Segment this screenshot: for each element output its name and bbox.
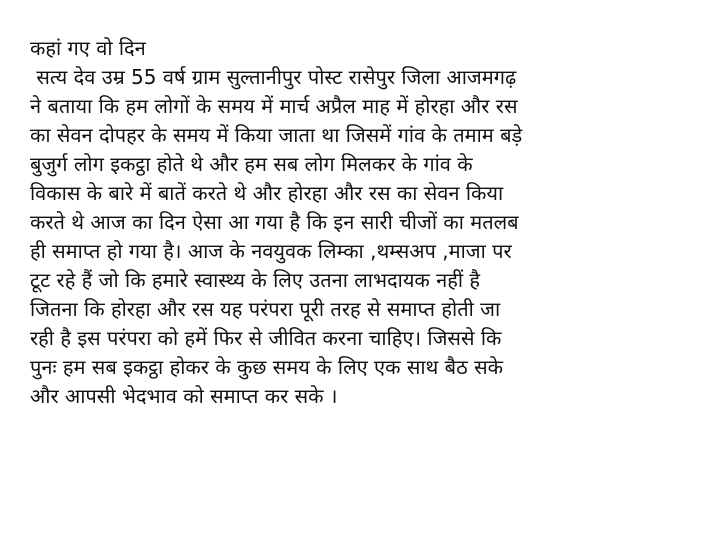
paragraph-line: ही समाप्त हो गया है। आज के नवयुवक लिम्का ,थम्सअप ,माजा पर xyxy=(30,239,512,263)
paragraph-line: करते थे आज का दिन ऐसा आ गया है कि इन सारी चीजों का मतलब xyxy=(30,210,519,234)
paragraph-line: बुजुर्ग लोग इकट्ठा होते थे और हम सब लोग मिलकर के गांव के xyxy=(30,152,473,176)
paragraph-line: और आपसी भेदभाव को समाप्त कर सके । xyxy=(30,384,338,408)
paragraph-line: ने बताया कि हम लोगों के समय में मार्च अप्रैल माह में होरहा और रस xyxy=(30,94,518,118)
paragraph-line: का सेवन दोपहर के समय में किया जाता था जिसमें गांव के तमाम बड़े xyxy=(30,123,523,147)
paragraph-line: विकास के बारे में बातें करते थे और होरहा और रस का सेवन किया xyxy=(30,181,504,205)
paragraph-line: सत्य देव उम्र 55 वर्ष ग्राम सुल्तानीपुर पोस्ट रासेपुर जिला आजमगढ़ xyxy=(30,65,517,89)
paragraph-line: टूट रहे हैं जो कि हमारे स्वास्थ्य के लिए उतना लाभदायक नहीं है xyxy=(30,268,481,292)
paragraph-line: जितना कि होरहा और रस यह परंपरा पूरी तरह से समाप्त होती जा xyxy=(30,297,501,321)
document-title: कहां गए वो दिन xyxy=(30,36,146,60)
paragraph-line: रही है इस परंपरा को हमें फिर से जीवित करना चाहिए। जिससे कि xyxy=(30,326,502,350)
paragraph-line: पुनः हम सब इकट्ठा होकर के कुछ समय के लिए एक साथ बैठ सके xyxy=(30,355,503,379)
